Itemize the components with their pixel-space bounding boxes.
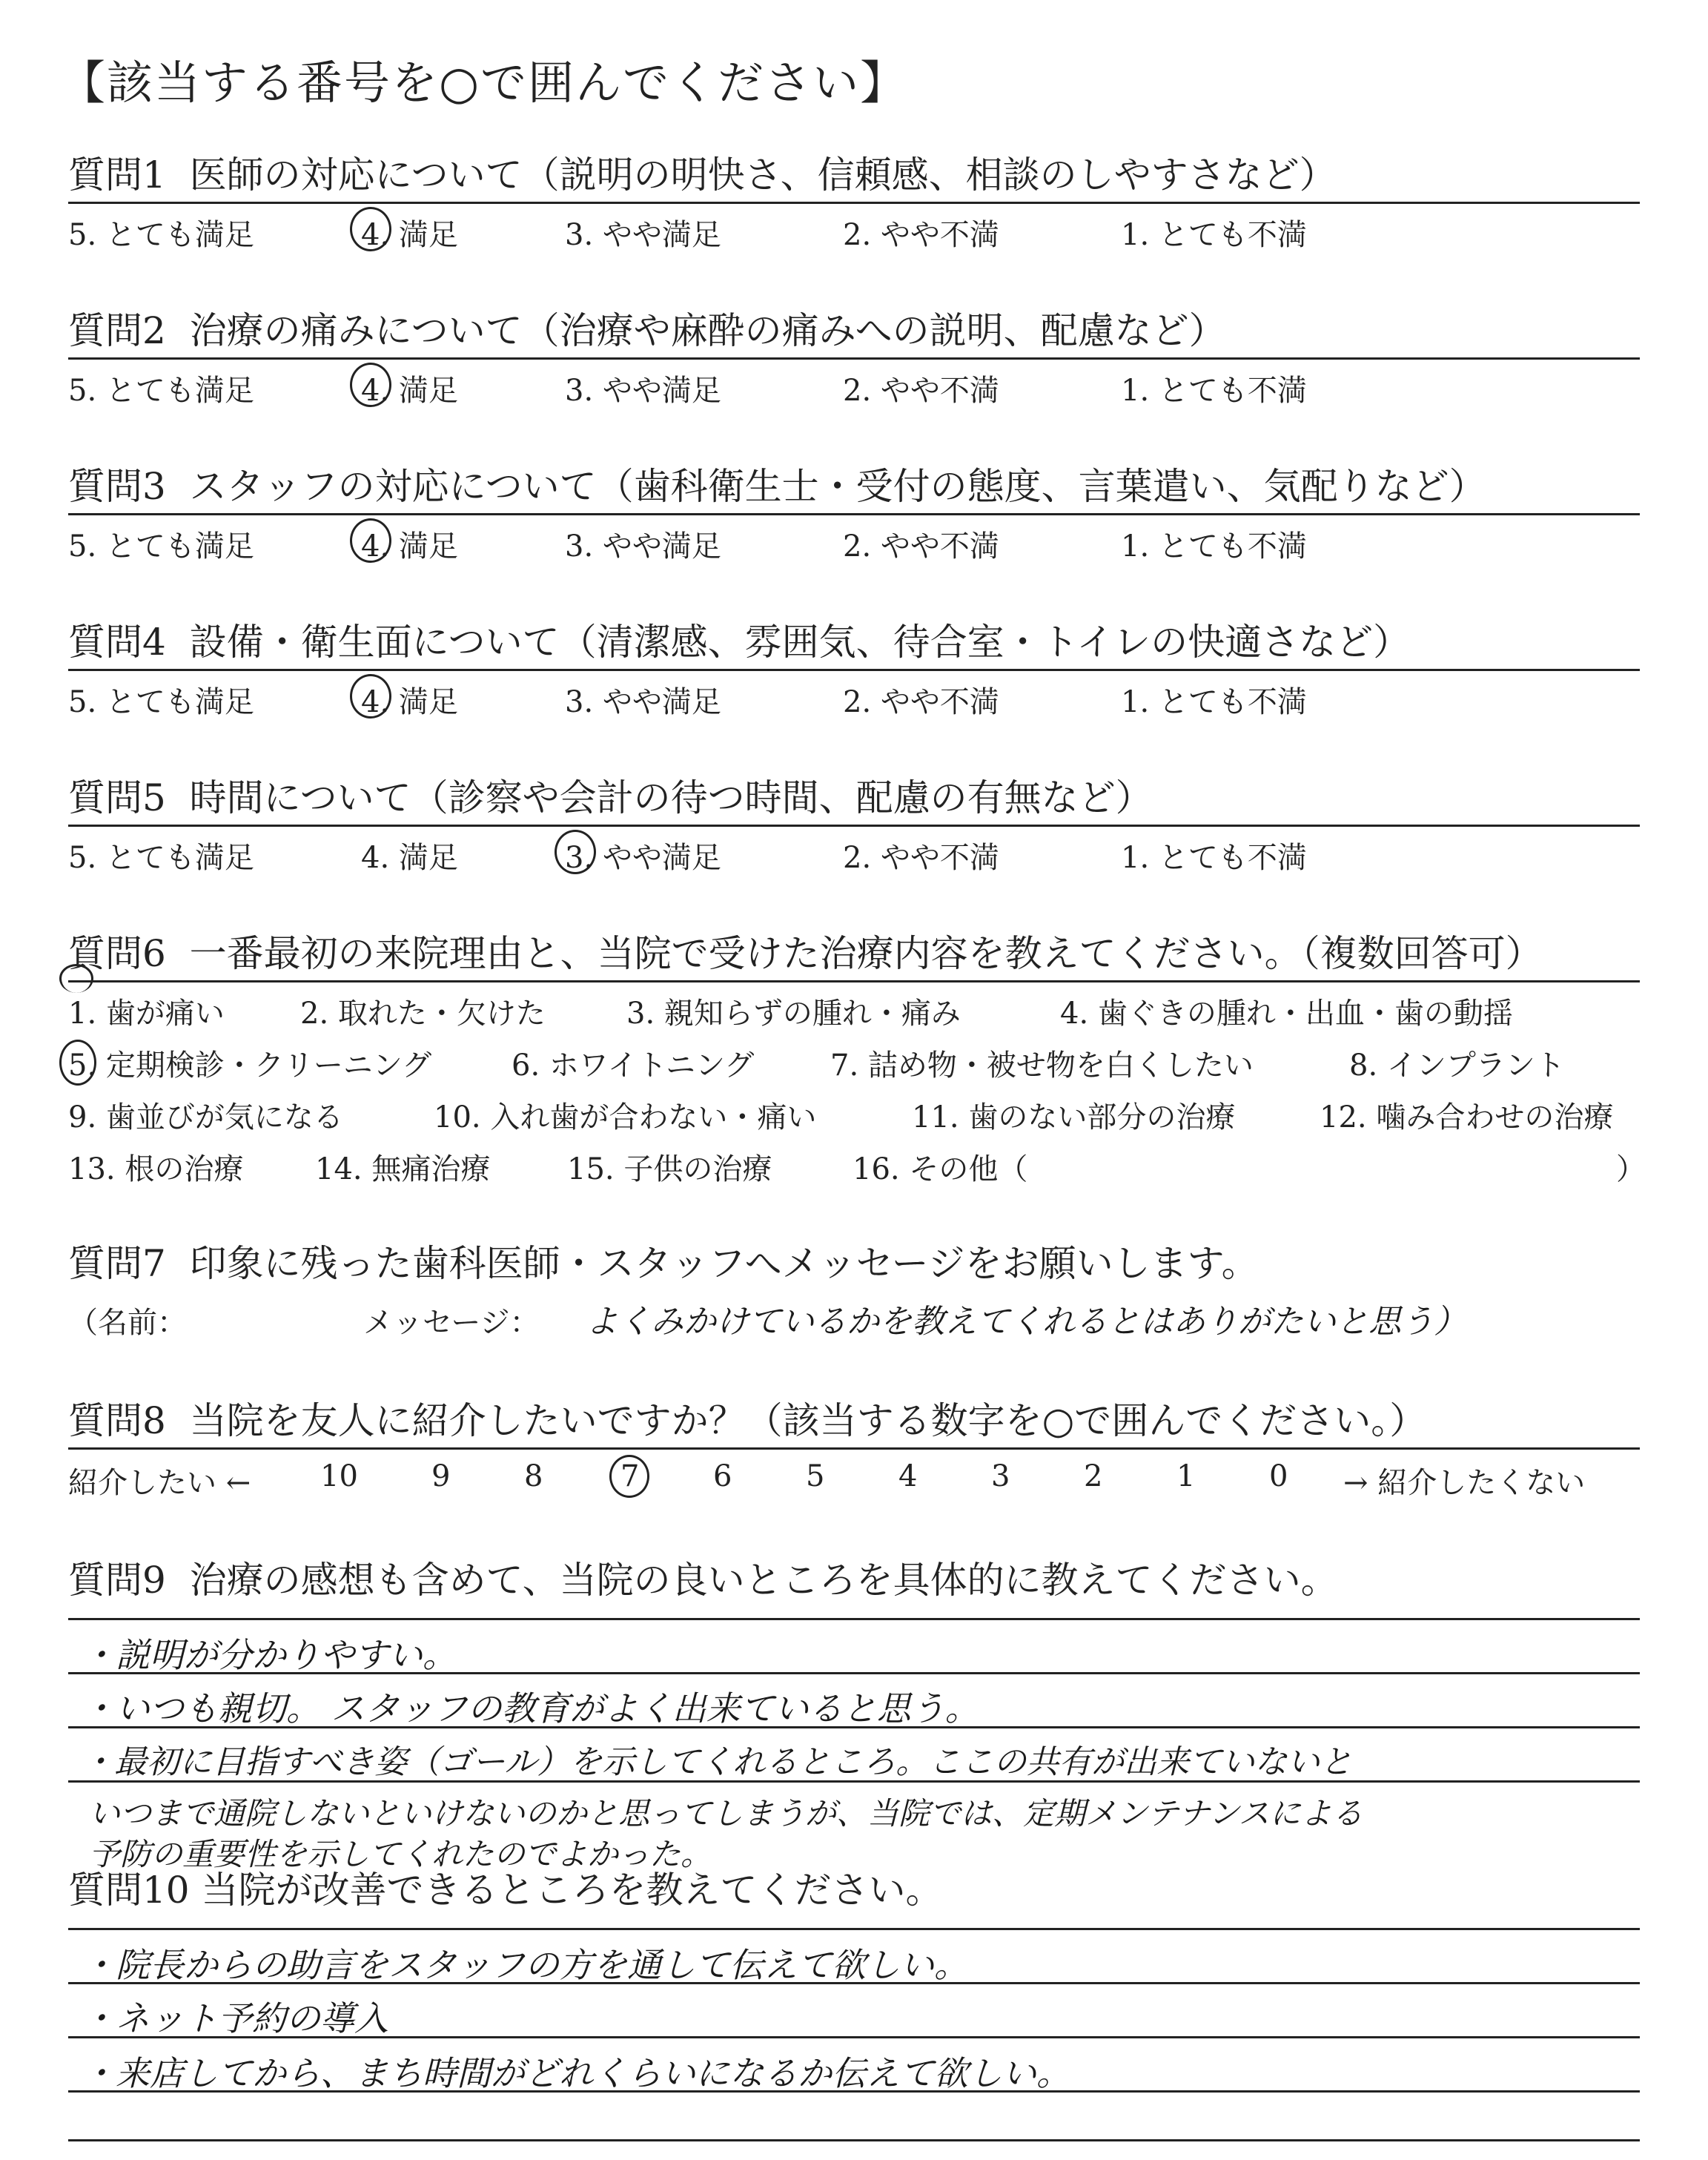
q9-answer-line <box>68 1618 1640 1620</box>
selected-circle <box>350 363 391 407</box>
option-5[interactable]: 5. とても満足 <box>68 218 254 252</box>
question-1 <box>68 148 1640 256</box>
recommend-scale <box>68 1459 1640 1504</box>
option-3[interactable]: 3. やや満足 <box>565 374 721 408</box>
option-2[interactable]: 2. やや不満 <box>843 218 999 252</box>
rating-options <box>68 671 1640 723</box>
question-8 <box>68 1394 1640 1450</box>
q6-option-14[interactable]: 14. 無痛治療 <box>315 1152 491 1186</box>
q9-answer-line-4[interactable]: いつまで通院しないといけないのかと思ってしまうが、当院では、定期メンテナンスによる <box>89 1795 1363 1832</box>
question-5 <box>68 771 1640 879</box>
question-5-heading: 質問5 時間について（診察や会計の待つ時間、配慮の有無など） <box>68 771 1640 827</box>
score-10[interactable]: 10 <box>320 1459 358 1493</box>
option-4[interactable]: 4. 満足 <box>361 529 458 564</box>
q6-option-13[interactable]: 13. 根の治療 <box>68 1152 244 1186</box>
q6-option-10[interactable]: 10. 入れ歯が合わない・痛い <box>434 1100 817 1135</box>
question-4 <box>68 615 1640 723</box>
q6-option-3[interactable]: 3. 親知らずの腫れ・痛み <box>626 997 961 1031</box>
selected-circle <box>555 830 596 874</box>
question-2 <box>68 304 1640 412</box>
q6-selected-circle-5 <box>59 1040 96 1086</box>
q9-answer-line-1[interactable]: ・説明が分かりやすい。 <box>82 1635 457 1675</box>
q6-option-16[interactable]: 16. その他（ <box>853 1152 1028 1186</box>
option-1[interactable]: 1. とても不満 <box>1121 841 1307 875</box>
page-title: 【該当する番号を○で囲んでください】 <box>59 56 908 110</box>
option-1[interactable]: 1. とても不満 <box>1121 685 1307 719</box>
score-6[interactable]: 6 <box>713 1459 732 1493</box>
q6-option-12[interactable]: 12. 噛み合わせの治療 <box>1320 1100 1614 1135</box>
option-5[interactable]: 5. とても満足 <box>68 685 254 719</box>
score-4[interactable]: 4 <box>898 1459 918 1493</box>
q10-answer-line <box>68 1928 1640 1930</box>
q7-message-label: メッセージ： <box>363 1306 540 1340</box>
rating-options <box>68 827 1640 879</box>
q10-answer-line-2[interactable]: ・ネット予約の導入 <box>82 1998 388 2038</box>
selected-circle <box>350 207 391 251</box>
score-selected-circle <box>609 1455 649 1498</box>
q9-answer-line-5[interactable]: 予防の重要性を示してくれたのでよかった。 <box>89 1836 712 1872</box>
question-8-heading: 質問8 当院を友人に紹介したいですか？（該当する数字を○で囲んでください。） <box>68 1394 1640 1450</box>
option-4[interactable]: 4. 満足 <box>361 218 458 252</box>
score-8[interactable]: 8 <box>524 1459 543 1493</box>
option-4[interactable]: 4. 満足 <box>361 841 458 875</box>
option-4[interactable]: 4. 満足 <box>361 685 458 719</box>
score-9[interactable]: 9 <box>431 1459 451 1493</box>
question-6 <box>68 927 1640 982</box>
score-7[interactable]: 7 <box>620 1459 640 1493</box>
question-10 <box>68 1863 1640 1917</box>
option-3[interactable]: 3. やや満足 <box>565 685 721 719</box>
selected-circle <box>350 674 391 719</box>
q6-option-2[interactable]: 2. 取れた・欠けた <box>300 997 546 1031</box>
q6-option-6[interactable]: 6. ホワイトニング <box>512 1048 755 1083</box>
rating-options <box>68 515 1640 567</box>
q10-answer-line-3[interactable]: ・来店してから、まち時間がどれくらいになるか伝えて欲しい。 <box>82 2053 1070 2093</box>
selected-circle <box>350 518 391 563</box>
q10-answer-line-1[interactable]: ・院長からの助言をスタッフの方を通して伝えて欲しい。 <box>82 1945 968 1985</box>
score-5[interactable]: 5 <box>806 1459 825 1493</box>
question-1-heading: 質問1 医師の対応について（説明の明快さ、信頼感、相談のしやすさなど） <box>68 148 1640 204</box>
option-3[interactable]: 3. やや満足 <box>565 218 721 252</box>
rating-options <box>68 360 1640 412</box>
option-3[interactable]: 3. やや満足 <box>565 841 721 875</box>
option-2[interactable]: 2. やや不満 <box>843 529 999 564</box>
q6-option-7[interactable]: 7. 詰め物・被せ物を白くしたい <box>830 1048 1254 1083</box>
q6-option-16-close: ） <box>1616 1152 1646 1186</box>
score-0[interactable]: 0 <box>1269 1459 1288 1493</box>
q6-option-8[interactable]: 8. インプラント <box>1349 1048 1565 1083</box>
q7-name-label: （名前： <box>68 1306 187 1340</box>
question-9-heading: 質問9 治療の感想も含めて、当院の良いところを具体的に教えてください。 <box>68 1559 1338 1602</box>
q6-option-4[interactable]: 4. 歯ぐきの腫れ・出血・歯の動揺 <box>1060 997 1513 1031</box>
q9-answer-line-2[interactable]: ・いつも親切。 スタッフの教育がよく出来ていると思う。 <box>82 1688 979 1728</box>
score-3[interactable]: 3 <box>991 1459 1010 1493</box>
q6-option-9[interactable]: 9. 歯並びが気になる <box>68 1100 343 1135</box>
option-5[interactable]: 5. とても満足 <box>68 374 254 408</box>
question-7-heading: 質問7 印象に残った歯科医師・スタッフへメッセージをお願いします。 <box>68 1242 1259 1285</box>
q6-selected-circle-1 <box>59 964 93 993</box>
q9-answer-line-3[interactable]: ・最初に目指すべき姿（ゴール）を示してくれるところ。ここの共有が出来ていないと <box>82 1743 1353 1781</box>
option-2[interactable]: 2. やや不満 <box>843 685 999 719</box>
score-1[interactable]: 1 <box>1176 1459 1196 1493</box>
question-9 <box>68 1553 1640 1607</box>
recommend-left-label: 紹介したい ← <box>68 1466 251 1500</box>
question-2-heading: 質問2 治療の痛みについて（治療や麻酔の痛みへの説明、配慮など） <box>68 304 1640 360</box>
question-4-heading: 質問4 設備・衛生面について（清潔感、雰囲気、待合室・トイレの快適さなど） <box>68 615 1640 671</box>
option-3[interactable]: 3. やや満足 <box>565 529 721 564</box>
score-2[interactable]: 2 <box>1084 1459 1103 1493</box>
q6-option-15[interactable]: 15. 子供の治療 <box>567 1152 772 1186</box>
q10-answer-line <box>68 2139 1640 2141</box>
option-4[interactable]: 4. 満足 <box>361 374 458 408</box>
question-10-heading: 質問10 当院が改善できるところを教えてください。 <box>68 1869 943 1912</box>
rating-options <box>68 204 1640 256</box>
option-1[interactable]: 1. とても不満 <box>1121 218 1307 252</box>
question-3-heading: 質問3 スタッフの対応について（歯科衛生士・受付の態度、言葉遣い、気配りなど） <box>68 460 1640 515</box>
q7-message-handwritten[interactable]: よくみかけているかを教えてくれるとはありがたいと思う） <box>586 1303 1466 1341</box>
option-1[interactable]: 1. とても不満 <box>1121 529 1307 564</box>
q6-option-1[interactable]: 1. 歯が痛い <box>68 997 225 1031</box>
q6-option-5[interactable]: 5. 定期検診・クリーニング <box>68 1048 432 1083</box>
option-2[interactable]: 2. やや不満 <box>843 374 999 408</box>
option-5[interactable]: 5. とても満足 <box>68 841 254 875</box>
q6-option-11[interactable]: 11. 歯のない部分の治療 <box>912 1100 1236 1135</box>
option-2[interactable]: 2. やや不満 <box>843 841 999 875</box>
question-6-heading: 質問6 一番最初の来院理由と、当院で受けた治療内容を教えてください。（複数回答可） <box>68 927 1640 982</box>
question-3 <box>68 460 1640 567</box>
question-7 <box>68 1237 1640 1290</box>
option-1[interactable]: 1. とても不満 <box>1121 374 1307 408</box>
option-5[interactable]: 5. とても満足 <box>68 529 254 564</box>
recommend-right-label: → 紹介したくない <box>1343 1466 1586 1500</box>
